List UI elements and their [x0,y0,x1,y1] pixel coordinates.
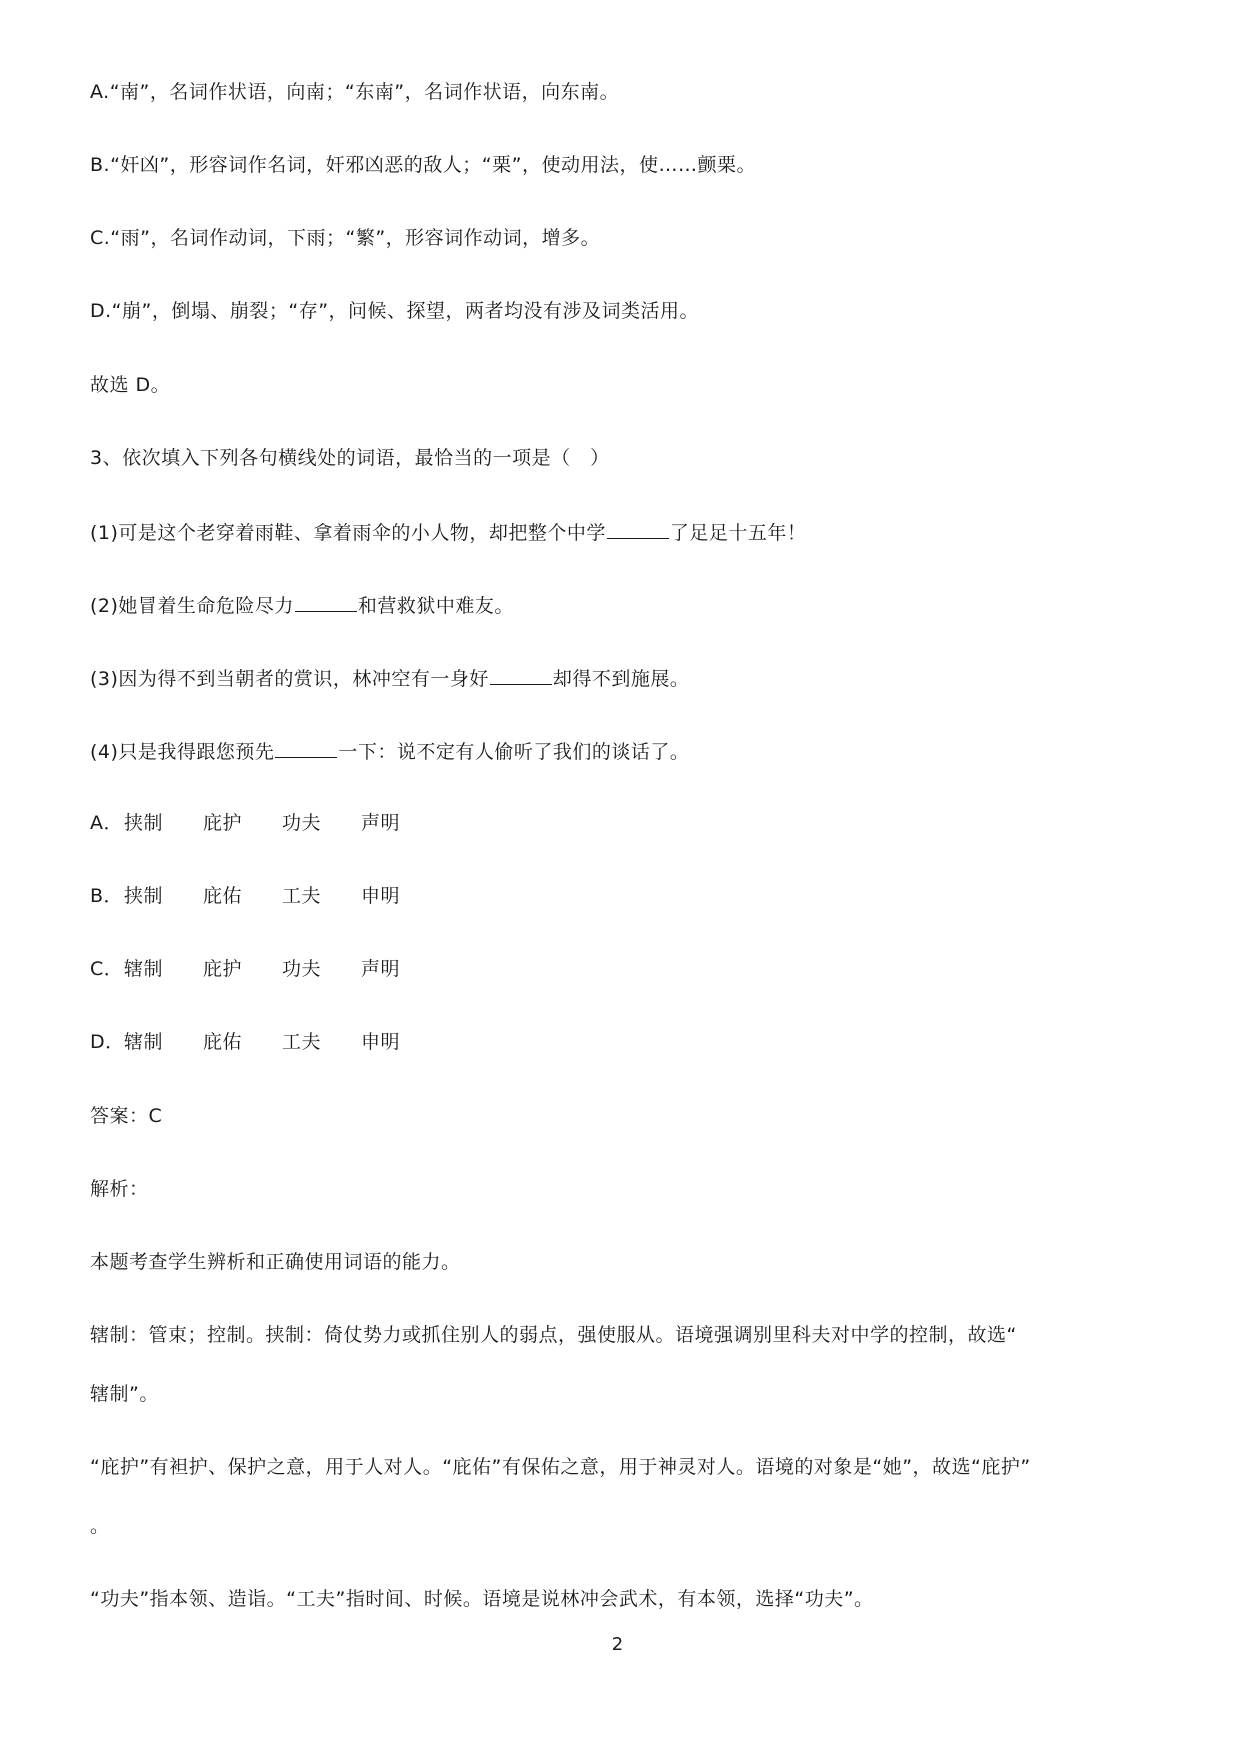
option-c-word-3: 功夫 [282,958,322,980]
option-d-word-1: 辖制 [124,1031,164,1053]
fill-blank-4 [275,738,337,758]
option-b-letter: B． [90,885,124,907]
item-1-after: 了足足十五年！ [669,522,807,544]
option-a [90,811,440,835]
answer-line: 答案：C [90,1105,163,1127]
item-3-after: 却得不到施展。 [552,668,690,690]
analysis-paragraph-1: 本题考查学生辨析和正确使用词语的能力。 [90,1251,461,1273]
option-c [90,957,440,981]
item-4-after: 一下：说不定有人偷听了我们的谈话了。 [338,741,690,763]
prev-analysis-a: A.“南”，名词作状语，向南；“东南”，名词作状语，向东南。 [90,81,620,103]
item-1-before: (1)可是这个老穿着雨鞋、拿着雨伞的小人物，却把整个中学 [90,522,606,544]
page-number: 2 [611,1634,624,1655]
item-3-before: (3)因为得不到当朝者的赏识，林冲空有一身好 [90,668,489,690]
option-c-word-1: 辖制 [124,958,164,980]
analysis-paragraph-2: 辖制：管束；控制。挟制：倚仗势力或抓住别人的弱点，强使服从。语境强调别里科夫对中学的控制，故选“ [90,1324,1017,1346]
option-b-word-1: 挟制 [124,885,164,907]
fill-blank-2 [295,592,357,612]
analysis-paragraph-2-cont: 辖制”。 [90,1383,159,1405]
option-b-word-3: 工夫 [282,885,322,907]
option-b-word-4: 申明 [361,885,401,907]
prev-analysis-c: C.“雨”，名词作动词，下雨；“繁”，形容词作动词，增多。 [90,227,601,249]
question-item-4 [90,738,689,764]
option-a-word-3: 功夫 [282,812,322,834]
question-item-1 [90,519,806,545]
prev-analysis-b: B.“奸凶”，形容词作名词，奸邪凶恶的敌人；“栗”，使动用法，使……颤栗。 [90,154,756,176]
fill-blank-3 [490,665,552,685]
option-d-letter: D． [90,1031,125,1053]
option-c-letter: C． [90,958,124,980]
analysis-paragraph-3: “庇护”有袒护、保护之意，用于人对人。“庇佑”有保佑之意，用于神灵对人。语境的对象是“她”，故选“庇护” [90,1456,1031,1478]
option-b [90,884,440,908]
option-c-word-4: 声明 [361,958,401,980]
option-a-word-1: 挟制 [124,812,164,834]
option-d-word-2: 庇佑 [203,1031,243,1053]
analysis-paragraph-3-cont: 。 [90,1515,110,1537]
prev-answer-conclusion: 故选 D。 [90,374,171,396]
fill-blank-1 [607,519,669,539]
option-a-word-2: 庇护 [203,812,243,834]
item-4-before: (4)只是我得跟您预先 [90,741,275,763]
prev-analysis-d: D.“崩”，倒塌、崩裂；“存”，问候、探望，两者均没有涉及词类活用。 [90,300,700,322]
item-2-after: 和营救狱中难友。 [357,595,514,617]
item-2-before: (2)她冒着生命危险尽力 [90,595,294,617]
option-c-word-2: 庇护 [203,958,243,980]
question-item-2 [90,592,514,618]
option-b-word-2: 庇佑 [203,885,243,907]
option-d-word-3: 工夫 [282,1031,322,1053]
option-d-word-4: 申明 [361,1031,401,1053]
question-item-3 [90,665,689,691]
analysis-paragraph-4: “功夫”指本领、造诣。“工夫”指时间、时候。语境是说林冲会武术，有本领，选择“功夫”。 [90,1588,874,1610]
question-stem: 3、依次填入下列各句横线处的词语，最恰当的一项是（ ） [90,447,610,469]
option-a-letter: A． [90,812,123,834]
analysis-label: 解析： [90,1178,149,1200]
option-d [90,1030,440,1054]
option-a-word-4: 声明 [361,812,401,834]
